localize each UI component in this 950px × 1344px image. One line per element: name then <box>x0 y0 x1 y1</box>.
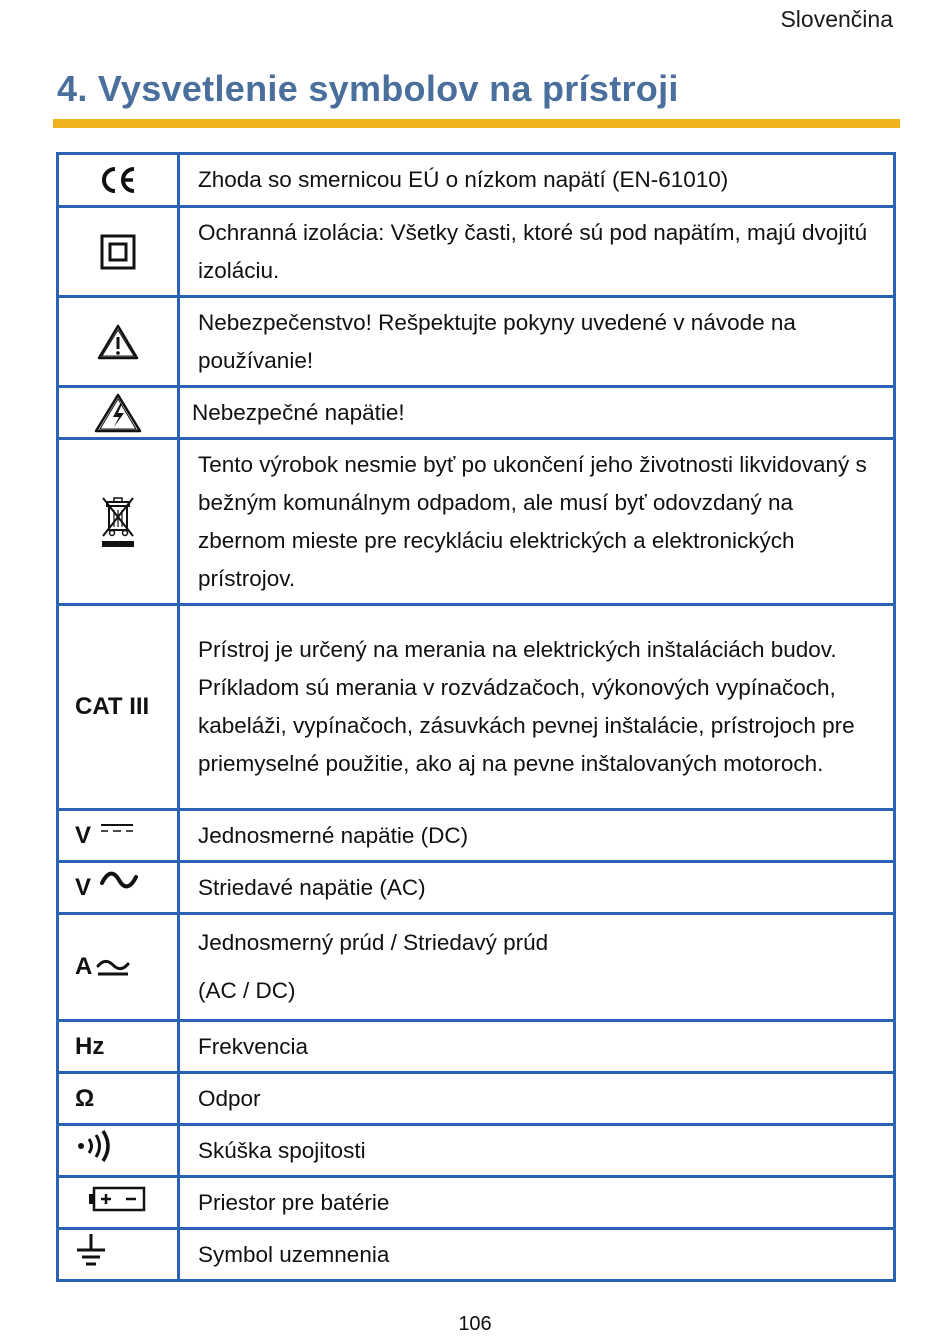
table-row <box>58 1125 895 1177</box>
high-voltage-icon <box>94 393 142 433</box>
symbol-cell <box>58 1021 179 1073</box>
ac-symbol-icon <box>99 869 139 891</box>
description-cell: Priestor pre batérie <box>179 1177 895 1229</box>
battery-icon <box>88 1185 148 1213</box>
table-row <box>58 297 895 387</box>
cat-iii-label: CAT III <box>75 693 150 720</box>
symbol-cell <box>58 387 179 439</box>
ampere-label: A <box>75 953 93 980</box>
table-row <box>58 207 895 297</box>
description-cell: Skúška spojitosti <box>179 1125 895 1177</box>
ohm-label: Ω <box>75 1084 95 1112</box>
table-row <box>58 862 895 914</box>
ce-mark-icon <box>98 165 138 195</box>
description-cell: Symbol uzemnenia <box>179 1229 895 1281</box>
ac-dc-symbol-icon <box>96 958 130 980</box>
table-row <box>58 387 895 439</box>
table-row <box>58 1021 895 1073</box>
dc-symbol-icon <box>99 819 135 839</box>
table-row <box>58 605 895 810</box>
description-cell: Ochranná izolácia: Všetky časti, ktoré sú pod napätím, majú dvojitú izoláciu. <box>179 207 895 297</box>
volt-label: V <box>75 873 92 901</box>
table-row <box>58 1177 895 1229</box>
description-cell: Zhoda so smernicou EÚ o nízkom napätí (EN-61010) <box>179 154 895 207</box>
symbol-cell <box>58 862 179 914</box>
hertz-label: Hz <box>75 1032 105 1060</box>
symbol-cell <box>58 207 179 297</box>
title-underline <box>53 119 900 128</box>
symbol-cell <box>58 1125 179 1177</box>
table-row <box>58 1229 895 1281</box>
description-cell: Odpor <box>179 1073 895 1125</box>
symbol-cell <box>58 1229 179 1281</box>
table-row <box>58 154 895 207</box>
symbol-cell <box>58 1073 179 1125</box>
weee-bin-icon <box>98 494 138 550</box>
symbol-cell <box>58 605 179 810</box>
double-insulation-icon <box>100 234 136 270</box>
symbol-cell <box>58 297 179 387</box>
description-line: (AC / DC) <box>198 978 296 1003</box>
description-cell: Nebezpečné napätie! <box>179 387 895 439</box>
section-title: 4. Vysvetlenie symbolov na prístroji <box>57 68 679 109</box>
description-cell: Tento výrobok nesmie byť po ukončení jeho životnosti likvidovaný s bežným komunálnym odpadom, ale musí byť odovzdaný na zbernom mieste pre recykláciu elektrických a elektronických prístrojov. <box>179 439 895 605</box>
symbol-cell <box>58 1177 179 1229</box>
description-cell: Frekvencia <box>179 1021 895 1073</box>
table-row <box>58 914 895 1021</box>
table-row <box>58 1073 895 1125</box>
description-cell: Jednosmerné napätie (DC) <box>179 810 895 862</box>
volt-label: V <box>75 821 92 849</box>
description-line: Jednosmerný prúd / Striedavý prúd <box>198 930 549 955</box>
language-label: Slovenčina <box>780 6 893 32</box>
symbol-cell <box>58 154 179 207</box>
description-cell: Nebezpečenstvo! Rešpektujte pokyny uvedené v návode na používanie! <box>179 297 895 387</box>
continuity-beep-icon <box>75 1128 119 1164</box>
description-cell <box>179 914 895 1021</box>
symbol-cell <box>58 810 179 862</box>
symbol-cell <box>58 914 179 1021</box>
table-row <box>58 439 895 605</box>
symbol-table <box>56 152 896 1282</box>
description-cell: Prístroj je určený na merania na elektrických inštaláciách budov. Príkladom sú merania v rozvádzačoch, výkonových vypínačoch, kabeláži, vypínačoch, zásuvkách pevnej inštalácie, prístrojoch pre priemyselné použitie, ako aj na pevne inštalovaných motoroch. <box>179 605 895 810</box>
table-row <box>58 810 895 862</box>
ground-icon <box>75 1232 107 1272</box>
page-number: 106 <box>458 1313 492 1335</box>
description-cell: Striedavé napätie (AC) <box>179 862 895 914</box>
symbol-cell <box>58 439 179 605</box>
warning-triangle-icon <box>96 323 140 361</box>
